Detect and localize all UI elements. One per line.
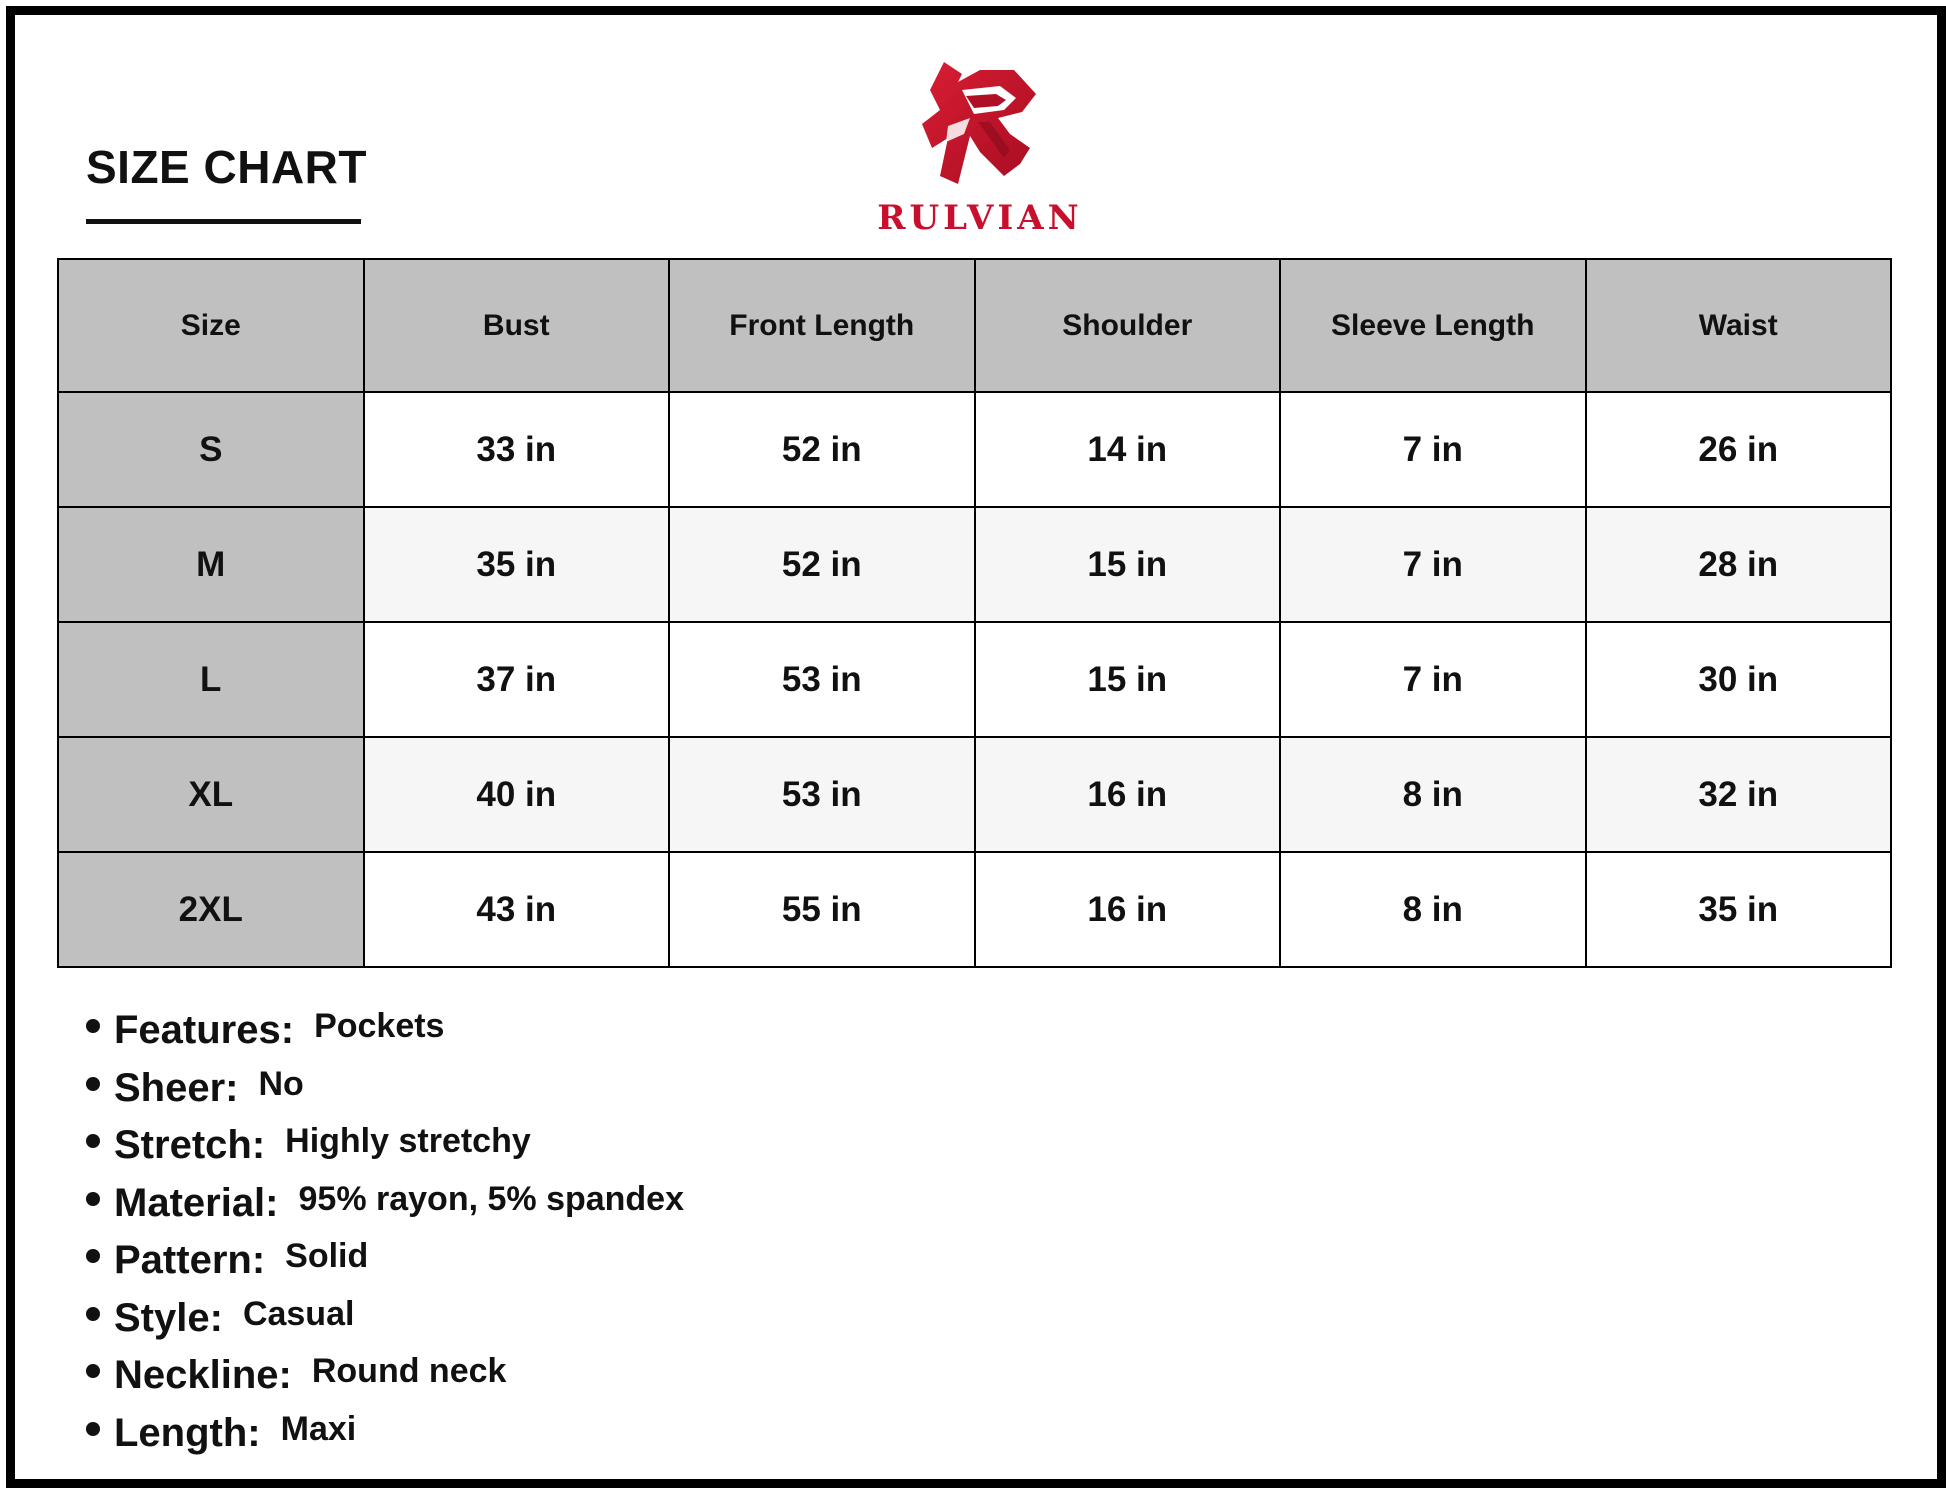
header-waist: Waist xyxy=(1586,259,1892,392)
feature-value: Round neck xyxy=(311,1352,507,1390)
feature-label: Stretch: xyxy=(114,1123,266,1167)
front-length-cell: 52 in xyxy=(669,392,975,507)
size-cell: XL xyxy=(58,737,364,852)
sleeve-length-cell: 7 in xyxy=(1280,392,1586,507)
table-row xyxy=(58,622,1891,737)
header-bust: Bust xyxy=(364,259,670,392)
header-front-length: Front Length xyxy=(669,259,975,392)
r-monogram-logo-icon xyxy=(918,60,1042,192)
bust-cell: 33 in xyxy=(364,392,670,507)
feature-value: 95% rayon, 5% spandex xyxy=(298,1179,685,1218)
size-cell: 2XL xyxy=(58,852,364,967)
shoulder-cell: 15 in xyxy=(975,507,1281,622)
size-table xyxy=(57,258,1892,968)
bust-cell: 43 in xyxy=(364,852,670,967)
feature-value: Solid xyxy=(285,1237,369,1275)
bullet-icon xyxy=(86,1192,100,1206)
bullet-icon xyxy=(86,1364,100,1378)
size-cell: M xyxy=(58,507,364,622)
brand-name: RULVIAN xyxy=(877,198,1083,238)
front-length-cell: 52 in xyxy=(669,507,975,622)
waist-cell: 26 in xyxy=(1586,392,1892,507)
bullet-icon xyxy=(86,1077,100,1091)
feature-value: Highly stretchy xyxy=(285,1122,531,1160)
feature-item xyxy=(86,1123,684,1181)
bullet-icon xyxy=(86,1019,100,1033)
feature-item xyxy=(86,1411,684,1469)
sleeve-length-cell: 8 in xyxy=(1280,737,1586,852)
table-row xyxy=(58,392,1891,507)
front-length-cell: 55 in xyxy=(669,852,975,967)
bullet-icon xyxy=(86,1134,100,1148)
feature-label: Pattern: xyxy=(114,1238,266,1282)
page-title: SIZE CHART xyxy=(86,141,367,193)
header-sleeve-length: Sleeve Length xyxy=(1280,259,1586,392)
feature-item xyxy=(86,1008,684,1066)
shoulder-cell: 16 in xyxy=(975,737,1281,852)
brand-logo xyxy=(860,60,1100,240)
shoulder-cell: 15 in xyxy=(975,622,1281,737)
header-shoulder: Shoulder xyxy=(975,259,1281,392)
title-underline xyxy=(86,219,361,224)
waist-cell: 30 in xyxy=(1586,622,1892,737)
bust-cell: 37 in xyxy=(364,622,670,737)
feature-item xyxy=(86,1066,684,1124)
sleeve-length-cell: 8 in xyxy=(1280,852,1586,967)
waist-cell: 28 in xyxy=(1586,507,1892,622)
bust-cell: 35 in xyxy=(364,507,670,622)
bullet-icon xyxy=(86,1249,100,1263)
feature-value: Pockets xyxy=(314,1007,445,1045)
bust-cell: 40 in xyxy=(364,737,670,852)
size-cell: L xyxy=(58,622,364,737)
feature-item xyxy=(86,1353,684,1411)
table-header-row xyxy=(58,259,1891,392)
feature-label: Material: xyxy=(114,1180,279,1225)
shoulder-cell: 14 in xyxy=(975,392,1281,507)
feature-item xyxy=(86,1181,684,1239)
shoulder-cell: 16 in xyxy=(975,852,1281,967)
feature-value: Maxi xyxy=(280,1409,357,1448)
feature-value: Casual xyxy=(242,1294,355,1333)
feature-value: No xyxy=(258,1064,304,1103)
feature-label: Features: xyxy=(114,1008,295,1052)
feature-label: Style: xyxy=(114,1295,223,1340)
waist-cell: 32 in xyxy=(1586,737,1892,852)
waist-cell: 35 in xyxy=(1586,852,1892,967)
bullet-icon xyxy=(86,1307,100,1321)
feature-label: Sheer: xyxy=(114,1065,239,1110)
size-cell: S xyxy=(58,392,364,507)
feature-label: Length: xyxy=(114,1410,261,1455)
sleeve-length-cell: 7 in xyxy=(1280,622,1586,737)
sleeve-length-cell: 7 in xyxy=(1280,507,1586,622)
front-length-cell: 53 in xyxy=(669,737,975,852)
feature-item xyxy=(86,1296,684,1354)
feature-label: Neckline: xyxy=(114,1353,292,1397)
header-size: Size xyxy=(58,259,364,392)
feature-list xyxy=(86,1008,684,1468)
table-row xyxy=(58,852,1891,967)
table-row xyxy=(58,737,1891,852)
bullet-icon xyxy=(86,1422,100,1436)
table-row xyxy=(58,507,1891,622)
feature-item xyxy=(86,1238,684,1296)
front-length-cell: 53 in xyxy=(669,622,975,737)
